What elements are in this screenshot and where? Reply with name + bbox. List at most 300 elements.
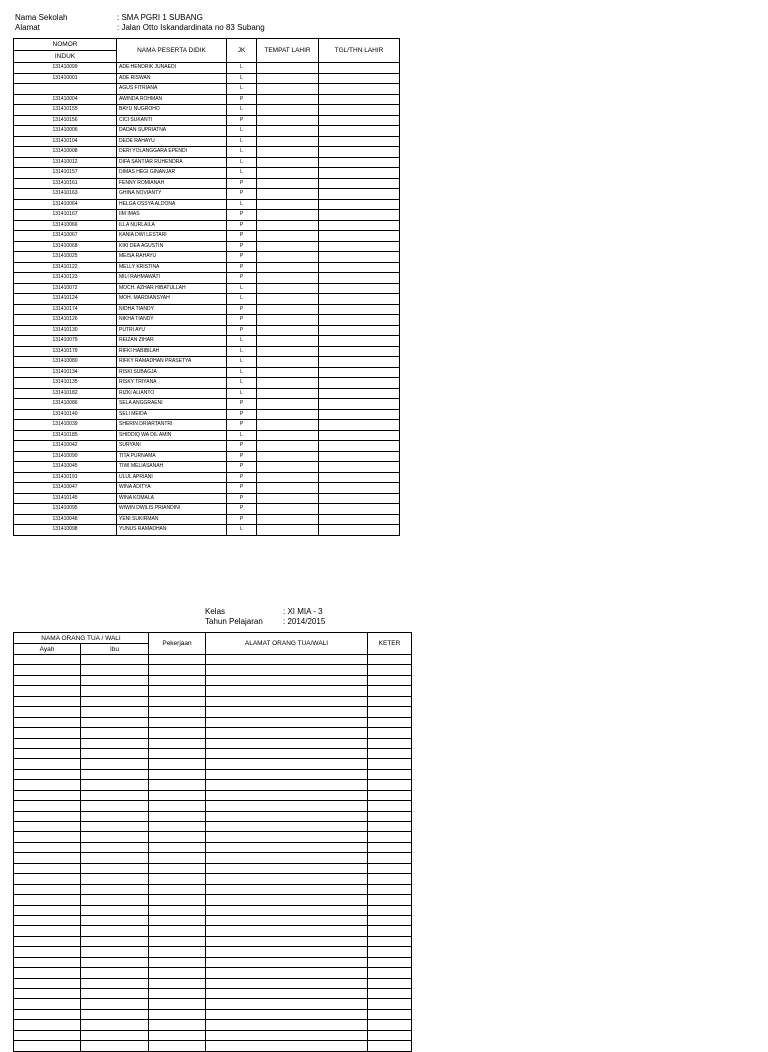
tempat-lahir-cell [257,168,319,179]
nomor-cell: 131410080 [14,357,117,368]
ibu-cell [81,853,149,863]
jk-cell: P [227,462,257,473]
table-row [14,294,400,305]
pekerjaan-cell [149,675,206,685]
tempat-lahir-cell [257,115,319,126]
tgl-lahir-cell [319,378,400,389]
ibu-cell [81,884,149,894]
pekerjaan-cell [149,1009,206,1019]
tempat-lahir-cell [257,262,319,273]
pekerjaan-cell [149,978,206,988]
school-info [15,13,315,35]
header-pekerjaan: Pekerjaan [149,633,206,655]
jk-cell: P [227,483,257,494]
nama-cell: NIDHA TIANDY [117,304,227,315]
nomor-cell: 131410135 [14,378,117,389]
ibu-cell [81,728,149,738]
nama-cell: RIFKY RAMADHAN PRASETYA [117,357,227,368]
jk-cell: L [227,105,257,116]
jk-cell: L [227,136,257,147]
table-row [14,483,400,494]
nomor-cell: 131410163 [14,189,117,200]
keter-cell [368,947,412,957]
tempat-lahir-cell [257,94,319,105]
tgl-lahir-cell [319,241,400,252]
alamat-cell [206,707,368,717]
nomor-cell: 131410098 [14,525,117,536]
table-row [14,325,400,336]
nomor-cell: 131410156 [14,115,117,126]
nomor-cell: 131410012 [14,157,117,168]
keter-cell [368,769,412,779]
keter-cell [368,999,412,1009]
jk-cell: P [227,315,257,326]
jk-cell: P [227,420,257,431]
nama-cell: ADE RISWAN [117,73,227,84]
nomor-cell: 131410126 [14,315,117,326]
ibu-cell [81,822,149,832]
nama-cell: ADE HENDRIK JUNAEDI [117,63,227,74]
table-row [14,842,412,852]
nama-cell: GHINA NOVIANTY [117,189,227,200]
table-row [14,315,400,326]
nama-cell: KANIA DWI LESTARI [117,231,227,242]
tgl-lahir-cell [319,94,400,105]
pekerjaan-cell [149,790,206,800]
parents-body [14,655,412,1052]
table-row [14,999,412,1009]
tempat-lahir-cell [257,514,319,525]
table-row [14,409,400,420]
tgl-lahir-cell [319,115,400,126]
address-value: : Jalan Otto Iskandardinata no 83 Subang [117,23,265,32]
tgl-lahir-cell [319,325,400,336]
ibu-cell [81,696,149,706]
table-row [14,399,400,410]
table-row [14,675,412,685]
table-row [14,220,400,231]
alamat-cell [206,874,368,884]
keter-cell [368,790,412,800]
tgl-lahir-cell [319,147,400,158]
alamat-cell [206,728,368,738]
tgl-lahir-cell [319,210,400,221]
table-row [14,63,400,74]
jk-cell: L [227,357,257,368]
jk-cell: P [227,220,257,231]
keter-cell [368,1020,412,1030]
header-keter: KETER [368,633,412,655]
keter-cell [368,905,412,915]
nomor-cell: 131410068 [14,241,117,252]
jk-cell: L [227,336,257,347]
alamat-cell [206,863,368,873]
table-row [14,283,400,294]
table-row [14,717,412,727]
keter-cell [368,728,412,738]
table-row [14,367,400,378]
table-row [14,926,412,936]
nama-cell: MOCH. AZHAR HIBATULLAH [117,283,227,294]
table-row [14,493,400,504]
tgl-lahir-cell [319,220,400,231]
jk-cell: L [227,147,257,158]
nomor-cell: 131410145 [14,493,117,504]
ayah-cell [14,655,81,665]
nama-cell: IIM IMAS [117,210,227,221]
nama-cell: ULUL APRIANI [117,472,227,483]
table-row [14,978,412,988]
jk-cell: P [227,252,257,263]
nomor-cell: 131410042 [14,441,117,452]
alamat-cell [206,748,368,758]
keter-cell [368,748,412,758]
school-label: Nama Sekolah [15,13,68,22]
alamat-cell [206,665,368,675]
table-row [14,989,412,999]
keter-cell [368,665,412,675]
ayah-cell [14,863,81,873]
nama-cell: MOH. MARDIANSYAH [117,294,227,305]
kelas-label: Kelas [205,607,226,616]
ibu-cell [81,832,149,842]
ayah-cell [14,853,81,863]
tgl-lahir-cell [319,283,400,294]
table-row [14,451,400,462]
ibu-cell [81,665,149,675]
nama-cell: RISKY TRIYANA [117,378,227,389]
tempat-lahir-cell [257,483,319,494]
ayah-cell [14,884,81,894]
table-row [14,759,412,769]
pekerjaan-cell [149,842,206,852]
nomor-cell: 131410099 [14,63,117,74]
pekerjaan-cell [149,738,206,748]
tgl-lahir-cell [319,84,400,95]
pekerjaan-cell [149,811,206,821]
alamat-cell [206,759,368,769]
jk-cell: P [227,472,257,483]
nama-cell: AGUS FITRIANA [117,84,227,95]
nomor-cell: 131410090 [14,451,117,462]
nama-cell: RIZKI ALIANTO [117,388,227,399]
header-nomor-line1: NOMOR [52,41,78,48]
tempat-lahir-cell [257,231,319,242]
pekerjaan-cell [149,874,206,884]
alamat-cell [206,1030,368,1040]
tgl-lahir-cell [319,441,400,452]
alamat-cell [206,895,368,905]
ayah-cell [14,728,81,738]
tahun-label: Tahun Pelajaran [205,617,263,626]
jk-cell: P [227,399,257,410]
table-row [14,336,400,347]
table-row [14,728,412,738]
pekerjaan-cell [149,748,206,758]
table-row [14,514,400,525]
alamat-cell [206,832,368,842]
keter-cell [368,957,412,967]
table-row [14,863,412,873]
tgl-lahir-cell [319,105,400,116]
jk-cell: L [227,157,257,168]
class-info [205,607,405,629]
keter-cell [368,915,412,925]
tempat-lahir-cell [257,178,319,189]
pekerjaan-cell [149,655,206,665]
jk-cell: L [227,367,257,378]
table-row [14,346,400,357]
ibu-cell [81,748,149,758]
alamat-cell [206,801,368,811]
nomor-cell: 131410123 [14,273,117,284]
ibu-cell [81,655,149,665]
ayah-cell [14,748,81,758]
nama-cell: FENNY ROMIANAH [117,178,227,189]
ibu-cell [81,801,149,811]
tempat-lahir-cell [257,451,319,462]
table-row [14,801,412,811]
jk-cell: L [227,346,257,357]
tempat-lahir-cell [257,357,319,368]
tgl-lahir-cell [319,199,400,210]
jk-cell: L [227,126,257,137]
keter-cell [368,874,412,884]
pekerjaan-cell [149,936,206,946]
pekerjaan-cell [149,696,206,706]
ibu-cell [81,675,149,685]
table-row [14,936,412,946]
tempat-lahir-cell [257,493,319,504]
tgl-lahir-cell [319,315,400,326]
tempat-lahir-cell [257,157,319,168]
ibu-cell [81,968,149,978]
table-row [14,241,400,252]
tgl-lahir-cell [319,304,400,315]
jk-cell: P [227,262,257,273]
tgl-lahir-cell [319,336,400,347]
alamat-cell [206,926,368,936]
alamat-cell [206,915,368,925]
ibu-cell [81,759,149,769]
ayah-cell [14,989,81,999]
tgl-lahir-cell [319,168,400,179]
tempat-lahir-cell [257,367,319,378]
nomor-cell: 131410124 [14,294,117,305]
nomor-cell: 131410006 [14,126,117,137]
tempat-lahir-cell [257,210,319,221]
nomor-cell: 131410140 [14,409,117,420]
table-row [14,357,400,368]
ibu-cell [81,915,149,925]
tempat-lahir-cell [257,346,319,357]
ayah-cell [14,874,81,884]
nomor-cell: 131410157 [14,168,117,179]
jk-cell: L [227,199,257,210]
nomor-cell: 131410008 [14,147,117,158]
pekerjaan-cell [149,895,206,905]
ayah-cell [14,915,81,925]
table-row [14,655,412,665]
alamat-cell [206,905,368,915]
tgl-lahir-cell [319,294,400,305]
tgl-lahir-cell [319,231,400,242]
ibu-cell [81,926,149,936]
nomor-cell: 131410185 [14,430,117,441]
tgl-lahir-cell [319,451,400,462]
tempat-lahir-cell [257,73,319,84]
nomor-cell: 131410134 [14,367,117,378]
table-row [14,252,400,263]
tgl-lahir-cell [319,388,400,399]
keter-cell [368,832,412,842]
header-nama-ortu: NAMA ORANG TUA / WALI [14,633,149,644]
keter-cell [368,1009,412,1019]
ibu-cell [81,717,149,727]
nama-cell: ILLA NURLAILA [117,220,227,231]
pekerjaan-cell [149,884,206,894]
ayah-cell [14,822,81,832]
tempat-lahir-cell [257,105,319,116]
tgl-lahir-cell [319,357,400,368]
ibu-cell [81,1041,149,1051]
alamat-cell [206,1020,368,1030]
tgl-lahir-cell [319,399,400,410]
table-row [14,231,400,242]
table-row [14,378,400,389]
nama-cell: MEISA RAHAYU [117,252,227,263]
tempat-lahir-cell [257,199,319,210]
table-row [14,504,400,515]
tempat-lahir-cell [257,220,319,231]
tgl-lahir-cell [319,367,400,378]
keter-cell [368,811,412,821]
pekerjaan-cell [149,863,206,873]
students-table [13,38,400,536]
nama-cell: DIMAS HEGI GINANJAR [117,168,227,179]
alamat-cell [206,884,368,894]
nama-cell: HELGA OSSYA ALDONA [117,199,227,210]
nama-cell: AWINDA ROHMAN [117,94,227,105]
ibu-cell [81,999,149,1009]
nomor-cell: 131410179 [14,346,117,357]
jk-cell: P [227,325,257,336]
ayah-cell [14,696,81,706]
nama-cell: NIKHA TIANDY [117,315,227,326]
table-row [14,199,400,210]
tempat-lahir-cell [257,336,319,347]
ibu-cell [81,1020,149,1030]
tgl-lahir-cell [319,136,400,147]
tempat-lahir-cell [257,399,319,410]
table-row [14,472,400,483]
keter-cell [368,978,412,988]
nomor-cell: 131410174 [14,304,117,315]
tempat-lahir-cell [257,189,319,200]
pekerjaan-cell [149,999,206,1009]
header-nomor-line2: INDUK [14,51,117,63]
jk-cell: P [227,210,257,221]
table-row [14,126,400,137]
ayah-cell [14,926,81,936]
nama-cell: SURYANI [117,441,227,452]
alamat-cell [206,999,368,1009]
ibu-cell [81,895,149,905]
alamat-cell [206,957,368,967]
header-ibu: Ibu [81,644,149,655]
ayah-cell [14,1030,81,1040]
table-row [14,811,412,821]
jk-cell: P [227,493,257,504]
ayah-cell [14,1009,81,1019]
alamat-cell [206,978,368,988]
tgl-lahir-cell [319,252,400,263]
ayah-cell [14,665,81,675]
keter-cell [368,686,412,696]
keter-cell [368,968,412,978]
jk-cell: P [227,451,257,462]
tempat-lahir-cell [257,304,319,315]
pekerjaan-cell [149,832,206,842]
nama-cell: DEDE RAHAYU [117,136,227,147]
table-row [14,895,412,905]
ibu-cell [81,1009,149,1019]
pekerjaan-cell [149,926,206,936]
nomor-cell: 131410025 [14,252,117,263]
tgl-lahir-cell [319,462,400,473]
nomor-cell: 131410161 [14,178,117,189]
keter-cell [368,738,412,748]
pekerjaan-cell [149,905,206,915]
table-row [14,1020,412,1030]
pekerjaan-cell [149,853,206,863]
ayah-cell [14,717,81,727]
pekerjaan-cell [149,686,206,696]
keter-cell [368,853,412,863]
alamat-cell [206,989,368,999]
nama-cell: TIWI MELIASANAH [117,462,227,473]
jk-cell: L [227,378,257,389]
alamat-cell [206,675,368,685]
alamat-cell [206,686,368,696]
tempat-lahir-cell [257,388,319,399]
header-tempat-lahir: TEMPAT LAHIR [257,39,319,63]
jk-cell: P [227,273,257,284]
table-row [14,947,412,957]
ibu-cell [81,780,149,790]
table-row [14,388,400,399]
tgl-lahir-cell [319,472,400,483]
jk-cell: P [227,514,257,525]
table-row [14,84,400,95]
pekerjaan-cell [149,989,206,999]
pekerjaan-cell [149,1020,206,1030]
nomor-cell: 131410067 [14,231,117,242]
ayah-cell [14,780,81,790]
keter-cell [368,801,412,811]
nama-cell: TITA PURNAMA [117,451,227,462]
keter-cell [368,936,412,946]
tempat-lahir-cell [257,472,319,483]
tempat-lahir-cell [257,409,319,420]
alamat-cell [206,780,368,790]
nama-cell: MELLY KRISTINA [117,262,227,273]
table-row [14,915,412,925]
table-row [14,748,412,758]
table-row [14,780,412,790]
nomor-cell: 131410066 [14,220,117,231]
alamat-cell [206,947,368,957]
